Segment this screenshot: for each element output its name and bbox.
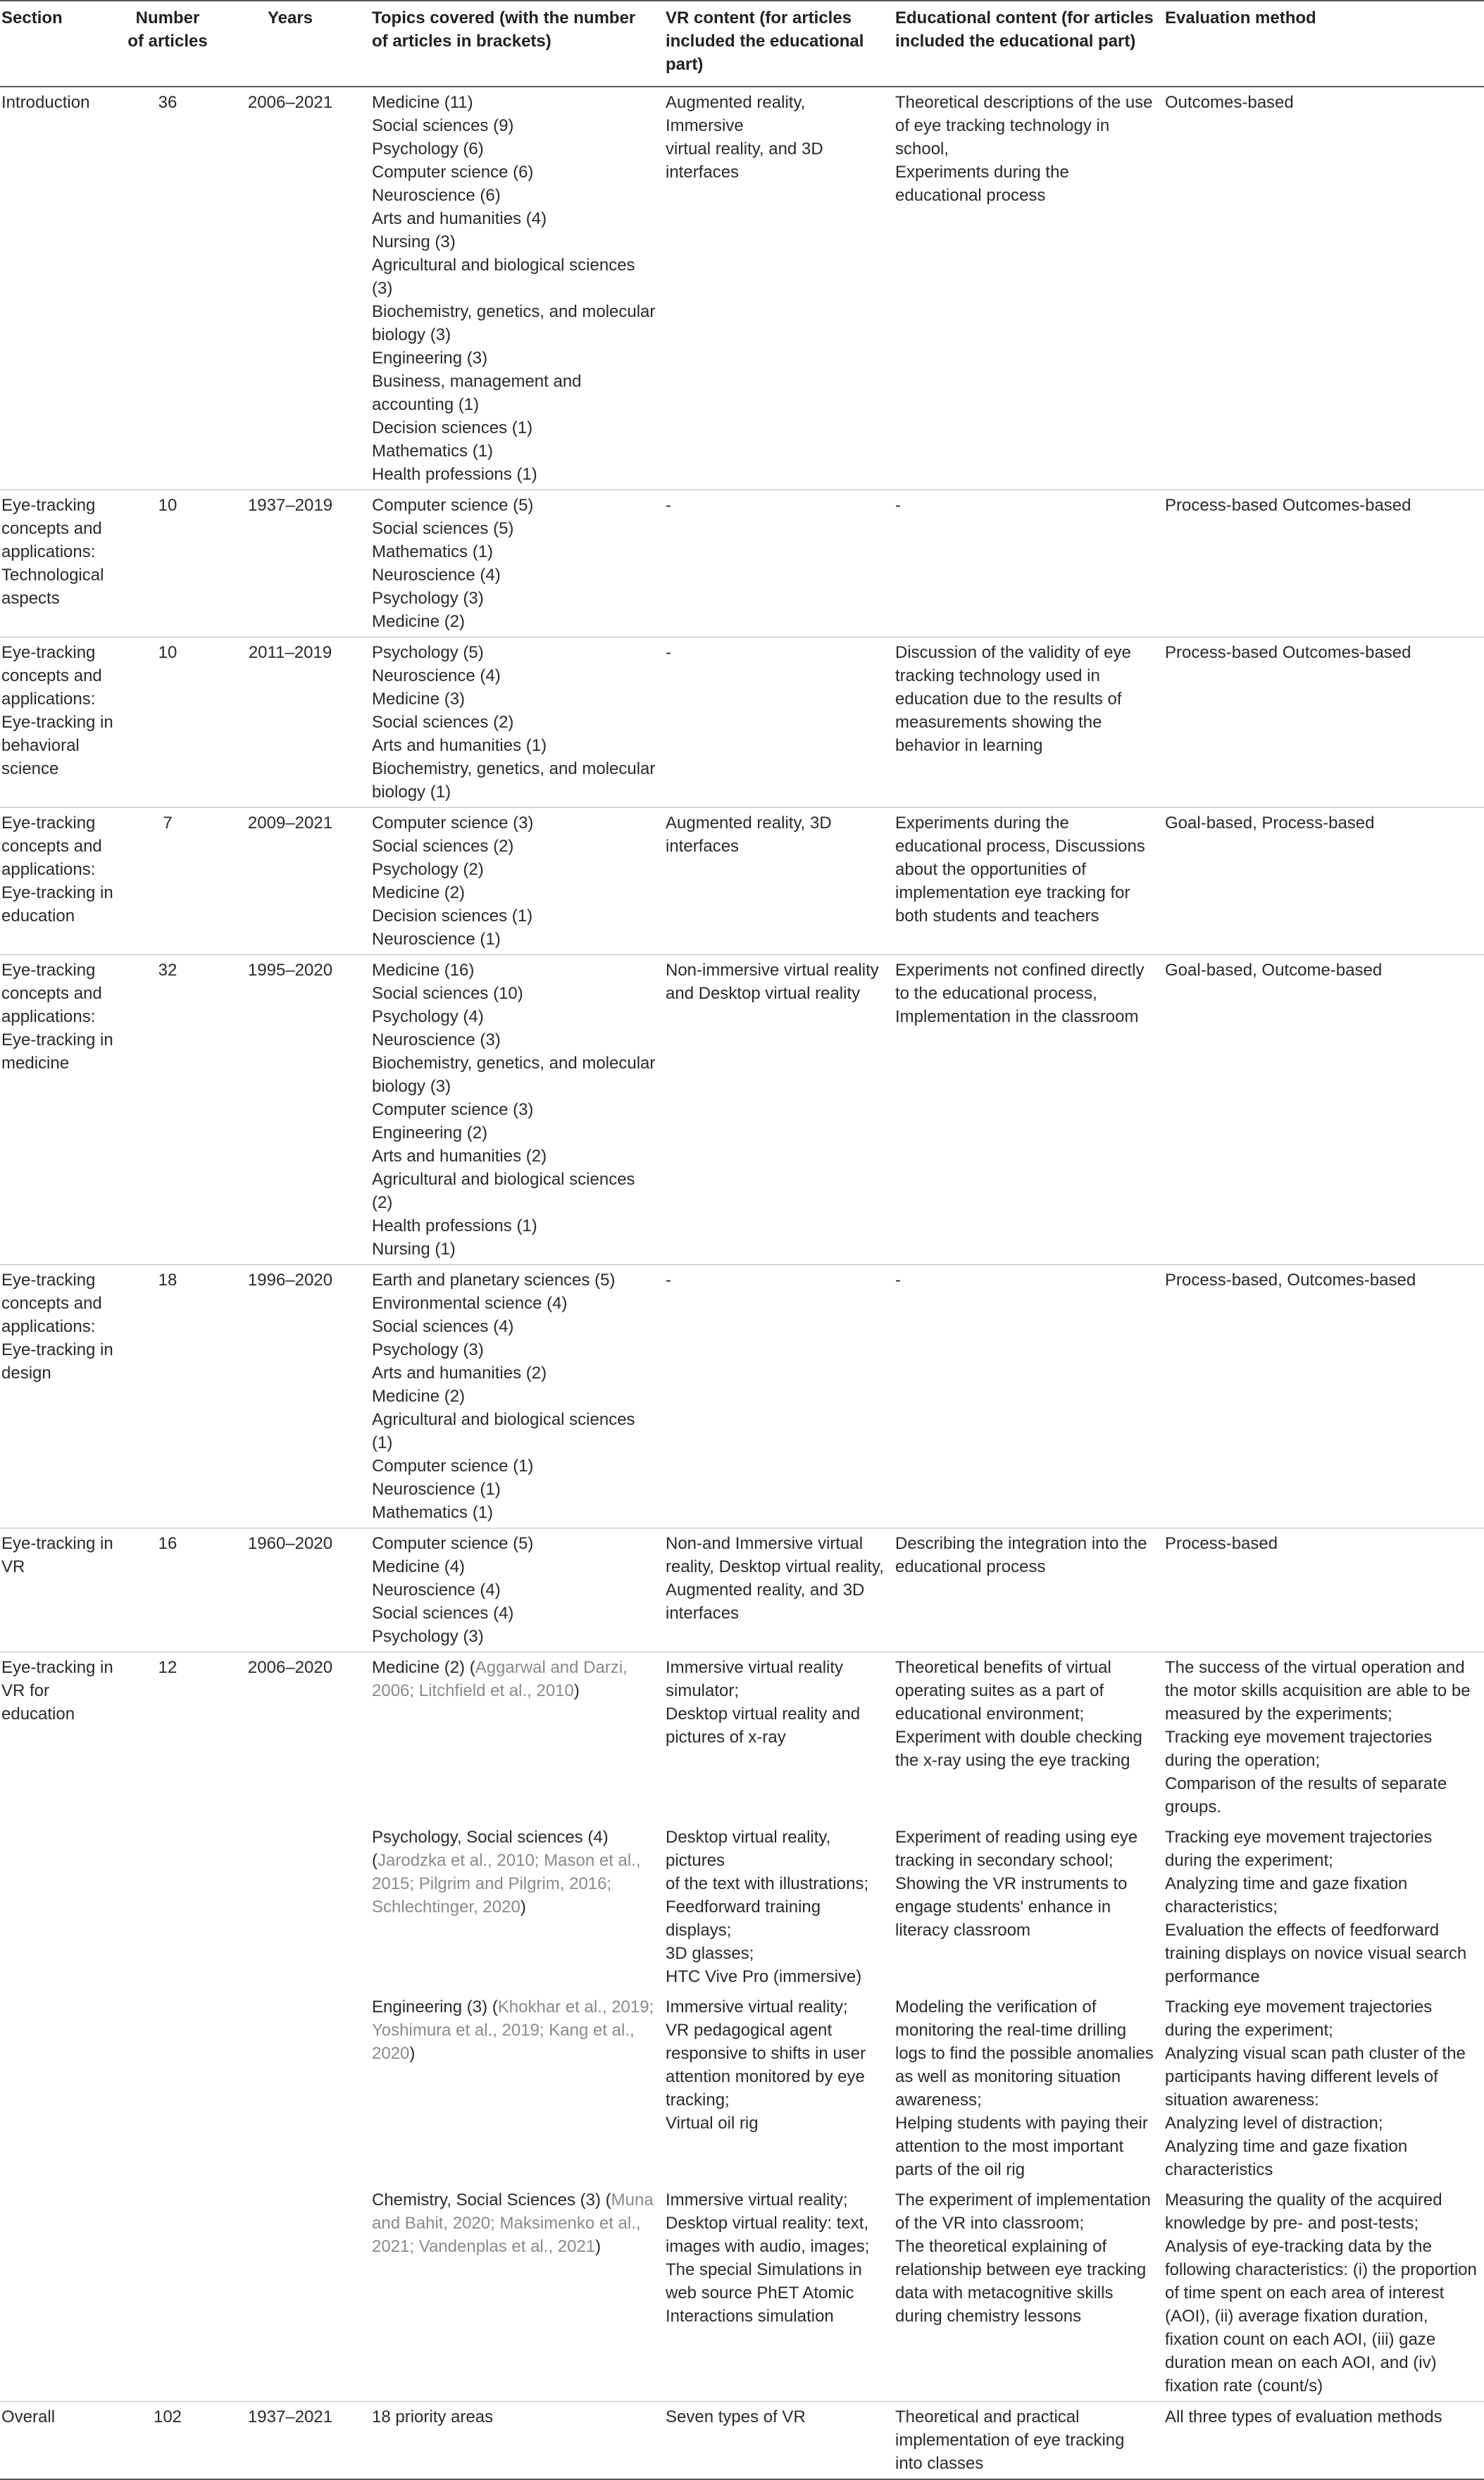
header-topics: Topics covered (with the number of articles in brackets) — [366, 1, 660, 87]
topic-item: Agricultural and biological sciences (1) — [372, 1410, 635, 1452]
years-cell: 2006–2020 — [247, 1658, 333, 1677]
edu-content-cell: Discussion of the validity of eye tracking technology used in education due to the results of measurements showing the behavior in learning — [890, 637, 1159, 808]
topics-cell — [366, 490, 660, 637]
topic-item: Social sciences (2) — [372, 837, 514, 856]
topic-item: Arts and humanities (4) — [372, 209, 547, 228]
topic-item: Environmental science (4) — [372, 1294, 568, 1313]
years-cell: 2009–2021 — [213, 808, 366, 955]
section-cell: Overall — [0, 2402, 121, 2480]
vr-content-cell: Non-immersive virtual reality and Desktop virtual reality — [660, 955, 890, 1265]
edu-content-cell: The experiment of implementation of the VR into classroom; The theoretical explaining of relationship between eye tracking data with metacognitive skills during chemistry lessons — [890, 2185, 1159, 2402]
topic-item: Social sciences (10) — [372, 984, 523, 1003]
table-row — [0, 808, 1484, 955]
topic-item: Social sciences (9) — [372, 116, 514, 135]
eval-method-cell: Tracking eye movement trajectories during the experiment; Analyzing visual scan path cluster of the participants having different levels of situation awareness: Analyzing level of distraction; Analyzing time and gaze fixation characteristics — [1165, 1998, 1466, 2179]
topics-cell — [366, 1265, 660, 1528]
overall-row — [0, 2402, 1484, 2480]
table-row — [0, 1822, 1484, 1992]
vr-content-cell: Augmented reality, 3D interfaces — [660, 808, 890, 955]
citation-refs[interactable]: Muna and Bahit, 2020; Maksimenko et al., 2021; Vandenplas et al., 2021 — [372, 2191, 654, 2256]
topic-item: Earth and planetary sciences (5) — [372, 1271, 616, 1290]
edu-content-cell: Describing the integration into the educational process — [890, 1528, 1159, 1652]
number-cell: 7 — [121, 808, 213, 955]
topic-item: Health professions (1) — [372, 1216, 537, 1235]
topic-item: Medicine (2) — [372, 883, 466, 902]
section-cell: Eye-tracking in VR for education — [1, 1658, 113, 1724]
topic-item: Neuroscience (3) — [372, 1030, 501, 1049]
empty-cell — [0, 1992, 121, 2185]
edu-content-cell: Theoretical benefits of virtual operating suites as a part of educational environment; Experiment with double checking the x-ray using the eye tracking — [895, 1658, 1142, 1770]
empty-cell — [121, 1822, 213, 1992]
header-eval: Evaluation method — [1159, 1, 1484, 87]
edu-content-cell: - — [890, 490, 1159, 637]
section-cell: Eye-tracking in VR — [0, 1528, 121, 1652]
topics-cell: Engineering (3) (Khokhar et al., 2019; Yoshimura et al., 2019; Kang et al., 2020) — [372, 1998, 654, 2063]
topic-item: Mathematics (1) — [372, 442, 494, 461]
vr-content-cell: Immersive virtual reality; Desktop virtual reality: text, images with audio, images; The special Simulations in web source PhET Atomic Interactions simulation — [660, 2185, 890, 2402]
table-row — [0, 637, 1484, 808]
topics-cell: Chemistry, Social Sciences (3) (Muna and Bahit, 2020; Maksimenko et al., 2021; Vandenplas et al., 2021) — [366, 2185, 660, 2402]
table-body — [0, 87, 1484, 2479]
edu-content-cell: Experiments not confined directly to the educational process, Implementation in the classroom — [890, 955, 1159, 1265]
eval-method-cell: Process-based Outcomes-based — [1159, 637, 1484, 808]
empty-cell — [121, 2185, 213, 2402]
topic-item: Medicine (3) — [372, 690, 466, 709]
topic-item: Neuroscience (1) — [372, 930, 501, 949]
edu-content-cell: - — [890, 1265, 1159, 1528]
number-cell: 36 — [121, 87, 213, 490]
topic-item: Arts and humanities (1) — [372, 736, 547, 755]
empty-cell — [121, 1992, 213, 2185]
eval-method-cell: Process-based, Outcomes-based — [1159, 1265, 1484, 1528]
years-cell: 1937–2019 — [213, 490, 366, 637]
topic-item: Social sciences (4) — [372, 1317, 514, 1336]
vr-content-cell: Augmented reality, Immersive virtual reality, and 3D interfaces — [660, 87, 890, 490]
topic-item: Psychology (4) — [372, 1007, 484, 1026]
topic-item: Medicine (2) — [372, 1387, 466, 1406]
topic-item: Medicine (2) — [372, 612, 466, 631]
eval-method-cell: Tracking eye movement trajectories during the experiment; Analyzing time and gaze fixation characteristics; Evaluation the effects of feedforward training displays on novice visual search performance — [1165, 1828, 1467, 1986]
table-row — [0, 2185, 1484, 2402]
table-row — [0, 955, 1484, 1265]
topic-item: Engineering (3) — [372, 349, 488, 368]
number-cell: 10 — [121, 490, 213, 637]
topic-item: Health professions (1) — [372, 465, 537, 484]
vr-content-cell: Seven types of VR — [660, 2402, 890, 2480]
topic-item: Agricultural and biological sciences (3) — [372, 256, 635, 298]
header-number: Number of articles — [121, 1, 213, 87]
edu-content-cell: Theoretical descriptions of the use of eye tracking technology in school, Experiments during the educational process — [890, 87, 1159, 490]
eval-method-cell: The success of the virtual operation and the motor skills acquisition are able to be measured by the experiments; Tracking eye movement trajectories during the operation; Comparison of the results of separate groups. — [1165, 1658, 1471, 1817]
table-row — [0, 1992, 1484, 2185]
vr-content-cell: Desktop virtual reality, pictures of the text with illustrations; Feedforward training displays; 3D glasses; HTC Vive Pro (immersive) — [666, 1828, 869, 1986]
eval-method-cell: Outcomes-based — [1159, 87, 1484, 490]
years-cell: 2006–2021 — [213, 87, 366, 490]
topic-item: Neuroscience (4) — [372, 566, 501, 585]
topic-item: Social sciences (2) — [372, 713, 514, 732]
topic-item: Neuroscience (4) — [372, 666, 501, 685]
eval-method-cell: Process-based — [1159, 1528, 1484, 1652]
empty-cell — [0, 1822, 121, 1992]
empty-cell — [213, 1992, 366, 2185]
header-row — [0, 1, 1484, 87]
topic-item: Mathematics (1) — [372, 542, 494, 561]
table-row — [0, 1265, 1484, 1528]
citation-refs[interactable]: Jarodzka et al., 2010; Mason et al., 2015; Pilgrim and Pilgrim, 2016; Schlechtinger, 2020 — [372, 1851, 641, 1917]
topics-cell — [366, 1528, 660, 1652]
header-vr: VR content (for articles included the educational part) — [660, 1, 890, 87]
vr-content-cell: - — [660, 1265, 890, 1528]
eval-method-cell: Goal-based, Outcome-based — [1159, 955, 1484, 1265]
empty-cell — [0, 2185, 121, 2402]
topic-item: Decision sciences (1) — [372, 418, 533, 437]
topic-item: Psychology (3) — [372, 1627, 484, 1646]
topic-item: Psychology (5) — [372, 643, 484, 662]
table-row — [0, 87, 1484, 490]
topic-item: Nursing (3) — [372, 232, 456, 251]
section-cell: Eye-tracking concepts and applications: Eye-tracking in design — [0, 1265, 121, 1528]
topic-item: Mathematics (1) — [372, 1503, 494, 1522]
topic-item: Biochemistry, genetics, and molecular biology (1) — [372, 759, 656, 802]
header-section: Section — [0, 1, 121, 87]
topics-cell: Psychology, Social sciences (4) (Jarodzka et al., 2010; Mason et al., 2015; Pilgrim and Pilgrim, 2016; Schlechtinger, 2020) — [372, 1828, 641, 1917]
number-cell: 12 — [158, 1658, 177, 1677]
topic-item: Arts and humanities (2) — [372, 1147, 547, 1166]
topic-item: Engineering (2) — [372, 1123, 488, 1142]
section-cell: Eye-tracking concepts and applications: Technological aspects — [0, 490, 121, 637]
topic-item: Agricultural and biological sciences (2) — [372, 1170, 635, 1212]
vr-content-cell: - — [660, 637, 890, 808]
eval-method-cell: Goal-based, Process-based — [1159, 808, 1484, 955]
number-cell: 102 — [121, 2402, 213, 2480]
eval-method-cell: Measuring the quality of the acquired knowledge by pre- and post-tests; Analysis of eye-tracking data by the following characteristics: (i) the proportion of time spent on each area of interest (AOI), (ii) average fixation duration, fixation count on each AOI, (iii) gaze duration mean on each AOI, and (iv) fixation rate (count/s) — [1159, 2185, 1484, 2402]
number-cell: 18 — [121, 1265, 213, 1528]
topic-item: Medicine (4) — [372, 1557, 466, 1576]
vr-content-cell: Non-and Immersive virtual reality, Desktop virtual reality, Augmented reality, and 3D interfaces — [660, 1528, 890, 1652]
topic-item: Medicine (11) — [372, 93, 473, 112]
topics-cell: 18 priority areas — [366, 2402, 660, 2480]
years-cell: 1960–2020 — [213, 1528, 366, 1652]
years-cell: 1995–2020 — [213, 955, 366, 1265]
vr-content-cell: - — [660, 490, 890, 637]
topic-item: Psychology (6) — [372, 139, 484, 158]
topic-item: Biochemistry, genetics, and molecular biology (3) — [372, 1054, 656, 1096]
citation-refs[interactable]: Aggarwal and Darzi, 2006; Litchfield et al., 2010 — [372, 1658, 628, 1700]
citation-refs[interactable]: Khokhar et al., 2019; Yoshimura et al., 2019; Kang et al., 2020 — [372, 1998, 654, 2063]
eval-method-cell: All three types of evaluation methods — [1159, 2402, 1484, 2480]
topic-item: Psychology (3) — [372, 589, 484, 608]
section-cell: Eye-tracking concepts and applications: Eye-tracking in medicine — [0, 955, 121, 1265]
topic-item: Engineering (3) — [372, 1998, 488, 2017]
header-edu: Educational content (for articles included the educational part) — [890, 1, 1159, 87]
vr-content-cell: Immersive virtual reality; VR pedagogical agent responsive to shifts in user attention monitored by eye tracking; Virtual oil rig — [666, 1998, 866, 2133]
table-row — [0, 1652, 1484, 1823]
section-cell: Eye-tracking concepts and applications: Eye-tracking in behavioral science — [0, 637, 121, 808]
section-cell: Eye-tracking concepts and applications: Eye-tracking in education — [0, 808, 121, 955]
topic-item: Computer science (1) — [372, 1457, 534, 1476]
years-cell: 1996–2020 — [213, 1265, 366, 1528]
topic-item: Biochemistry, genetics, and molecular biology (3) — [372, 302, 656, 344]
topic-item: Computer science (5) — [372, 1534, 534, 1553]
edu-content-cell: Experiments during the educational process, Discussions about the opportunities of implementation eye tracking for both students and teachers — [890, 808, 1159, 955]
header-years: Years — [213, 1, 366, 87]
topics-cell — [366, 808, 660, 955]
topic-item: Medicine (2) — [372, 1658, 466, 1677]
eval-method-cell: Process-based Outcomes-based — [1159, 490, 1484, 637]
number-cell: 16 — [121, 1528, 213, 1652]
number-cell: 10 — [121, 637, 213, 808]
topics-cell — [366, 955, 660, 1265]
edu-content-cell: Experiment of reading using eye tracking in secondary school; Showing the VR instruments to engage students' enhance in literacy classroom — [895, 1828, 1138, 1940]
table-row — [0, 1528, 1484, 1652]
topic-item: Chemistry, Social Sciences (3) — [372, 2191, 601, 2210]
years-cell: 2011–2019 — [213, 637, 366, 808]
topic-item: Computer science (3) — [372, 814, 534, 833]
empty-cell — [213, 2185, 366, 2402]
topic-item: Business, management and accounting (1) — [372, 372, 582, 414]
topic-item: Decision sciences (1) — [372, 906, 533, 926]
topic-item: Psychology (2) — [372, 860, 484, 879]
edu-content-cell: Modeling the verification of monitoring the real-time drilling logs to find the possible anomalies as well as monitoring situation awareness; Helping students with paying their attention to the most important parts of the oil rig — [895, 1998, 1154, 2179]
topic-item: Computer science (5) — [372, 496, 534, 515]
topics-cell — [366, 87, 660, 490]
section-cell: Introduction — [0, 87, 121, 490]
topics-cell: Medicine (2) (Aggarwal and Darzi, 2006; Litchfield et al., 2010) — [372, 1658, 628, 1700]
topic-item: Neuroscience (6) — [372, 186, 501, 205]
topic-item: Computer science (6) — [372, 163, 534, 182]
years-cell: 1937–2021 — [213, 2402, 366, 2480]
edu-content-cell: Theoretical and practical implementation of eye tracking into classes — [890, 2402, 1159, 2480]
topic-item: Social sciences (4) — [372, 1604, 514, 1623]
topic-item: Psychology (3) — [372, 1340, 484, 1359]
topic-item: Medicine (16) — [372, 961, 475, 980]
vr-content-cell: Immersive virtual reality simulator; Desktop virtual reality and pictures of x-ray — [666, 1658, 861, 1747]
topic-item: Neuroscience (4) — [372, 1581, 501, 1600]
table-row — [0, 490, 1484, 637]
topic-item: Computer science (3) — [372, 1100, 534, 1119]
topic-item: Neuroscience (1) — [372, 1480, 501, 1499]
topic-item: Nursing (1) — [372, 1240, 456, 1259]
number-cell: 32 — [121, 955, 213, 1265]
topic-item: Psychology, Social sciences (4) — [372, 1828, 609, 1847]
topic-item: Arts and humanities (2) — [372, 1364, 547, 1383]
topics-cell — [366, 637, 660, 808]
topic-item: Social sciences (5) — [372, 519, 514, 538]
empty-cell — [213, 1822, 366, 1992]
